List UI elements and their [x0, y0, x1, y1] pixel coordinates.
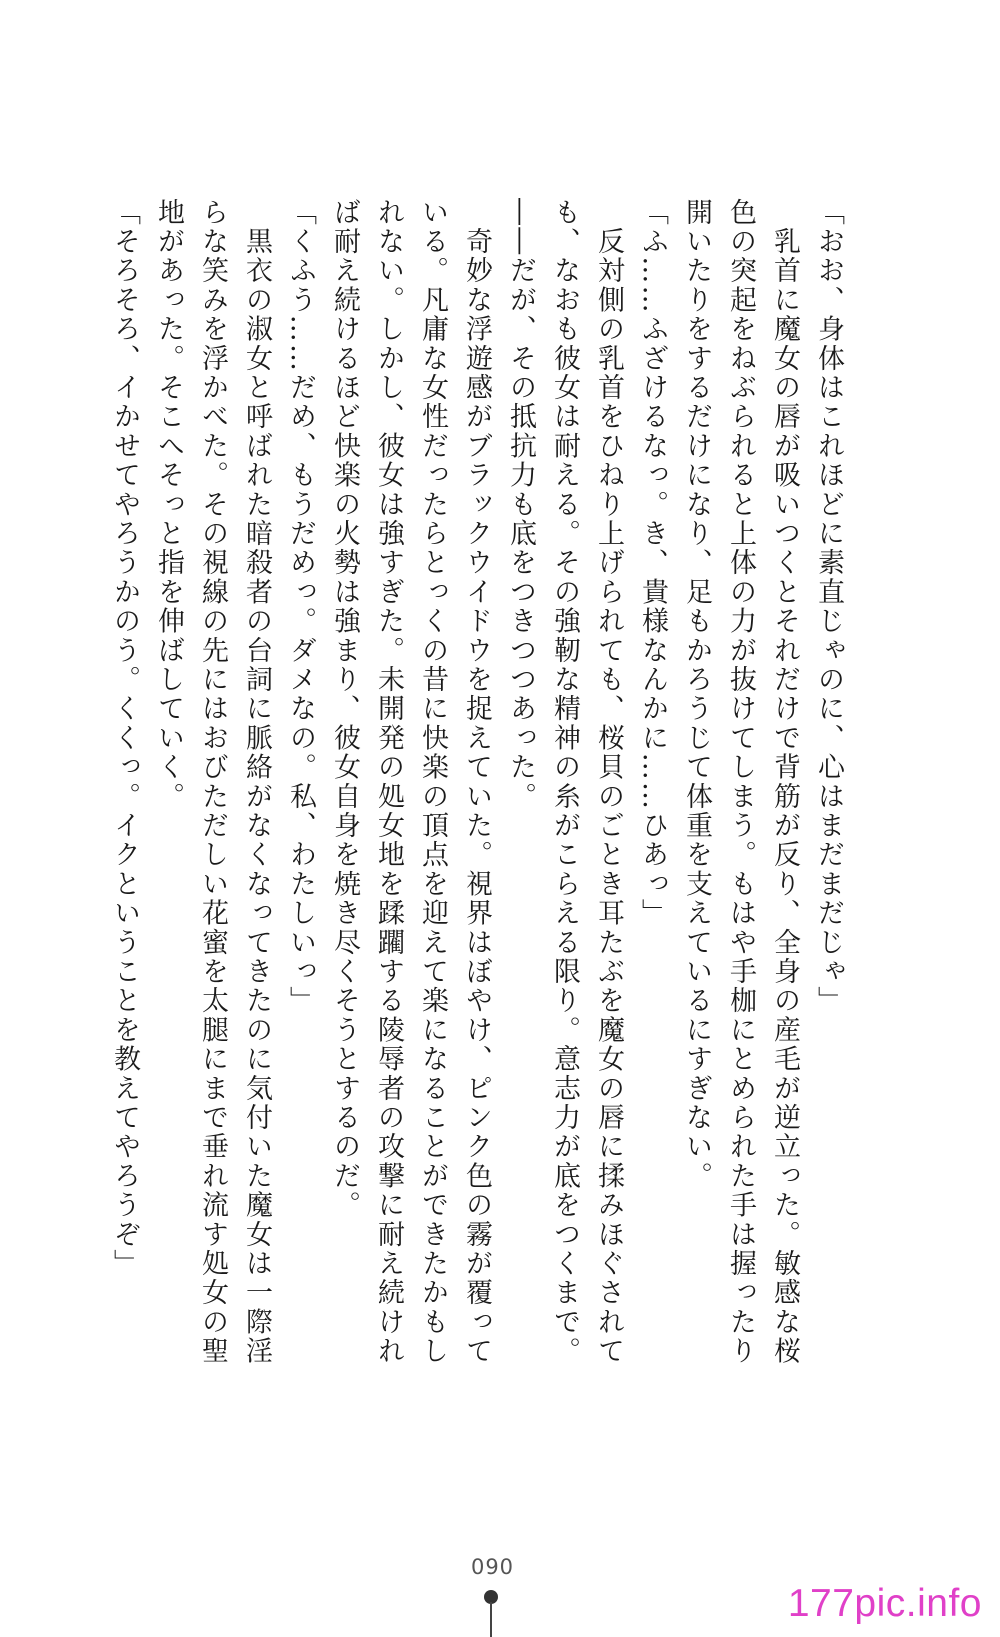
text-line: 乳首に魔女の唇が吸いつくとそれだけで背筋が反り、全身の産毛が逆立った。敏感な桜	[769, 198, 800, 1366]
text-line: ば耐え続けるほど快楽の火勢は強まり、彼女自身を焼き尽くそうとするのだ。	[329, 198, 360, 1220]
text-line: 開いたりをするだけになり、足もかろうじて体重を支えているにすぎない。	[681, 198, 712, 1191]
page-number: 090	[470, 1555, 515, 1579]
text-line: 色の突起をねぶられると上体の力が抜けてしまう。もはや手枷にとめられた手は握ったり	[725, 198, 756, 1366]
text-line: 「ふ……ふざけるなっ。き、貴様なんかに……ひあっ」	[637, 198, 668, 928]
text-line: 地があった。そこへそっと指を伸ばしていく。	[153, 198, 184, 812]
folio-line-ornament	[490, 1602, 492, 1637]
text-line: も、なおも彼女は耐える。その強靭な精神の糸がこらえる限り。意志力が底をつくまで。	[549, 198, 580, 1366]
text-line: れない。しかし、彼女は強すぎた。未開発の処女地を蹂躙する陵辱者の攻撃に耐え続けれ	[373, 198, 404, 1366]
text-line: 「そろそろ、イかせてやろうかのう。くくっ。イクということを教えてやろうぞ」	[109, 198, 140, 1279]
text-line: 反対側の乳首をひねり上げられても、桜貝のごとき耳たぶを魔女の唇に揉みほぐされて	[593, 198, 624, 1366]
watermark-text: 177pic.info	[787, 1582, 982, 1625]
text-line: 「おお、身体はこれほどに素直じゃのに、心はまだまだじゃ」	[813, 198, 844, 1016]
text-line: 「くふう……だめ、もうだめっ。ダメなの。私、わたしいっ」	[285, 198, 316, 1016]
vertical-text-body	[102, 198, 850, 1366]
text-line: らな笑みを浮かべた。その視線の先にはおびただしい花蜜を太腿にまで垂れ流す処女の聖	[197, 198, 228, 1366]
text-line: いる。凡庸な女性だったらとっくの昔に快楽の頂点を迎えて楽になることができたかもし	[417, 198, 448, 1366]
text-line: 奇妙な浮遊感がブラックウイドウを捉えていた。視界はぼやけ、ピンク色の霧が覆って	[461, 198, 492, 1366]
text-line: ――だが、その抵抗力も底をつきつつあった。	[505, 198, 536, 812]
text-line: 黒衣の淑女と呼ばれた暗殺者の台詞に脈絡がなくなってきたのに気付いた魔女は一際淫	[241, 198, 272, 1366]
